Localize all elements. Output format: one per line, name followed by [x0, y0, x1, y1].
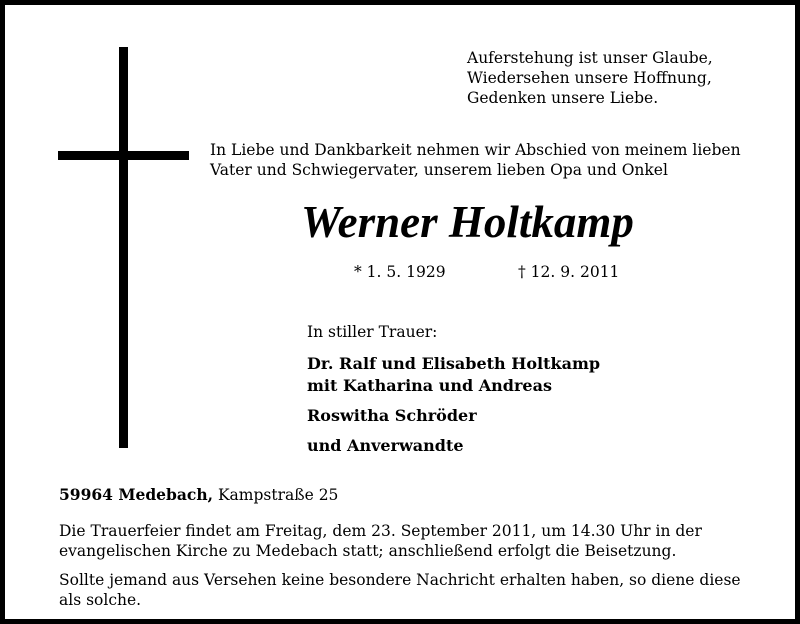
death-date: † 12. 9. 2011 [518, 263, 620, 281]
motto-line: Wiedersehen unsere Hoffnung, [467, 69, 712, 87]
note-line: Sollte jemand aus Versehen keine besondere Nachricht erhalten haben, so diene diese [59, 571, 741, 589]
birth-date: * 1. 5. 1929 [354, 263, 446, 281]
mourner-entry: Roswitha Schröder [307, 406, 477, 425]
intro-line: In Liebe und Dankbarkeit nehmen wir Abschied von meinem lieben [210, 141, 741, 159]
mourning-label: In stiller Trauer: [307, 323, 438, 341]
motto-line: Gedenken unsere Liebe. [467, 89, 659, 107]
mourner-entry: Dr. Ralf und Elisabeth Holtkamp [307, 354, 601, 373]
cross-icon [119, 47, 128, 448]
cross-icon-crossbar [58, 151, 189, 160]
motto-verse [467, 48, 713, 108]
deceased-name: Werner Holtkamp [301, 197, 634, 247]
motto-line: Auferstehung ist unser Glaube, [467, 49, 713, 67]
funeral-line: Die Trauerfeier findet am Freitag, dem 23. September 2011, um 14.30 Uhr in der [59, 522, 702, 540]
funeral-info [59, 521, 702, 561]
mourner-entry: und Anverwandte [307, 436, 464, 455]
notice-note [59, 570, 741, 610]
intro-text [210, 140, 741, 180]
mourners-list [307, 353, 600, 457]
address-street: Kampstraße 25 [217, 486, 339, 504]
note-line: als solche. [59, 591, 142, 609]
address [59, 485, 338, 504]
funeral-line: evangelischen Kirche zu Medebach statt; anschließend erfolgt die Beisetzung. [59, 542, 677, 560]
intro-line: Vater und Schwiegervater, unserem lieben Opa und Onkel [210, 161, 668, 179]
mourner-entry: mit Katharina und Andreas [307, 376, 552, 395]
address-city: 59964 Medebach, [59, 485, 214, 504]
